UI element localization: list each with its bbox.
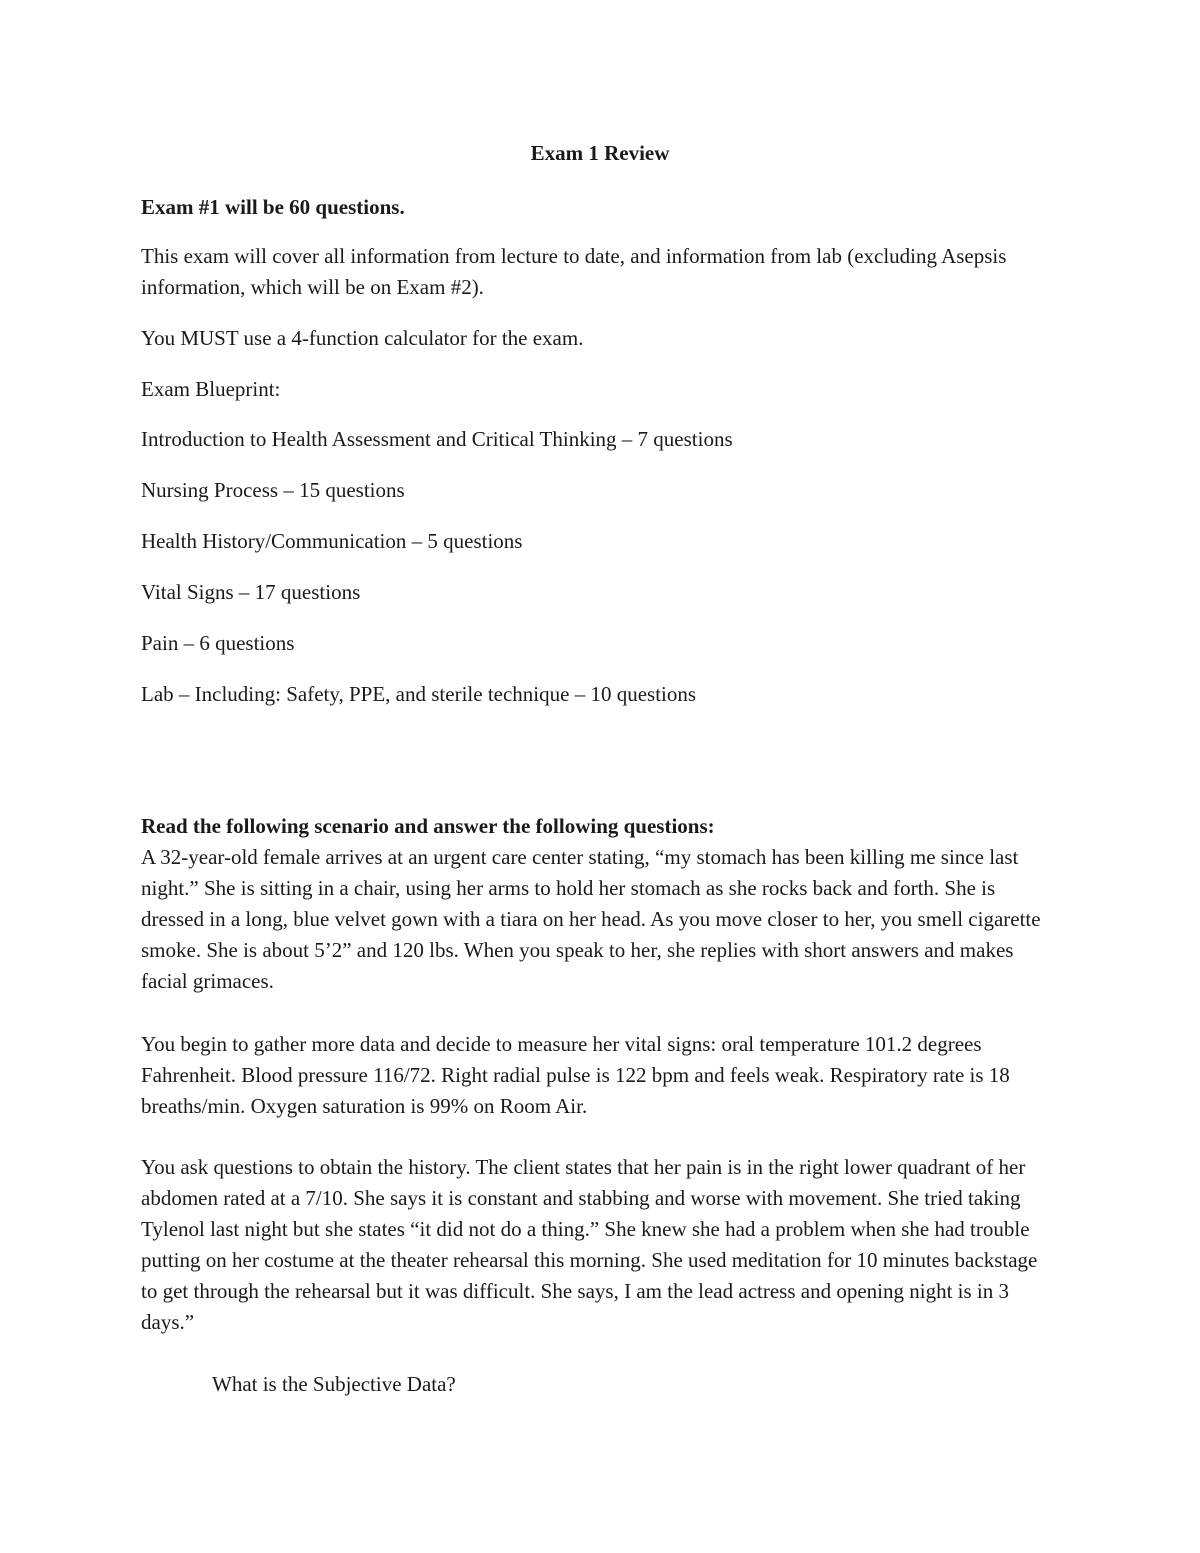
blueprint-heading: Exam Blueprint:: [141, 377, 281, 401]
blueprint-item: Introduction to Health Assessment and Critical Thinking – 7 questions: [141, 427, 733, 451]
exam-question-count: Exam #1 will be 60 questions.: [141, 195, 405, 219]
scenario-heading: Read the following scenario and answer the following questions:: [141, 814, 715, 838]
blueprint-item: Pain – 6 questions: [141, 631, 295, 655]
scenario-paragraph-2: You begin to gather more data and decide to measure her vital signs: oral temperature 101.2 degrees Fahrenheit. Blood pressure 116/72. Right radial pulse is 122 bpm and feels weak. Respiratory rate is 18 breaths/min. Oxygen saturation is 99% on Room Air.: [141, 1032, 1010, 1118]
coverage-paragraph: This exam will cover all information from lecture to date, and information from lab (excluding Asepsis information, which will be on Exam #2).: [141, 244, 1007, 299]
scenario-paragraph-1: A 32-year-old female arrives at an urgent care center stating, “my stomach has been killing me since last night.” She is sitting in a chair, using her arms to hold her stomach as she rocks back and forth. She is dressed in a long, blue velvet gown with a tiara on her head. As you move closer to her, you smell cigarette smoke. She is about 5’2” and 120 lbs. When you speak to her, she replies with short answers and makes facial grimaces.: [141, 845, 1041, 993]
blueprint-item: Health History/Communication – 5 questions: [141, 529, 523, 553]
scenario-paragraph-3: You ask questions to obtain the history. The client states that her pain is in the right lower quadrant of her abdomen rated at a 7/10. She says it is constant and stabbing and worse with movement. She tried taking Tylenol last night but she states “it did not do a thing.” She knew she had a problem when she had trouble putting on her costume at the theater rehearsal this morning. She used meditation for 10 minutes backstage to get through the rehearsal but it was difficult. She says, I am the lead actress and opening night is in 3 days.”: [141, 1155, 1038, 1334]
blueprint-item: Vital Signs – 17 questions: [141, 580, 361, 604]
blueprint-item: Nursing Process – 15 questions: [141, 478, 405, 502]
page-title: Exam 1 Review: [530, 141, 670, 165]
calculator-note: You MUST use a 4-function calculator for the exam.: [141, 326, 584, 350]
question-subjective-data: What is the Subjective Data?: [212, 1372, 456, 1396]
blueprint-item: Lab – Including: Safety, PPE, and sterile technique – 10 questions: [141, 682, 697, 706]
